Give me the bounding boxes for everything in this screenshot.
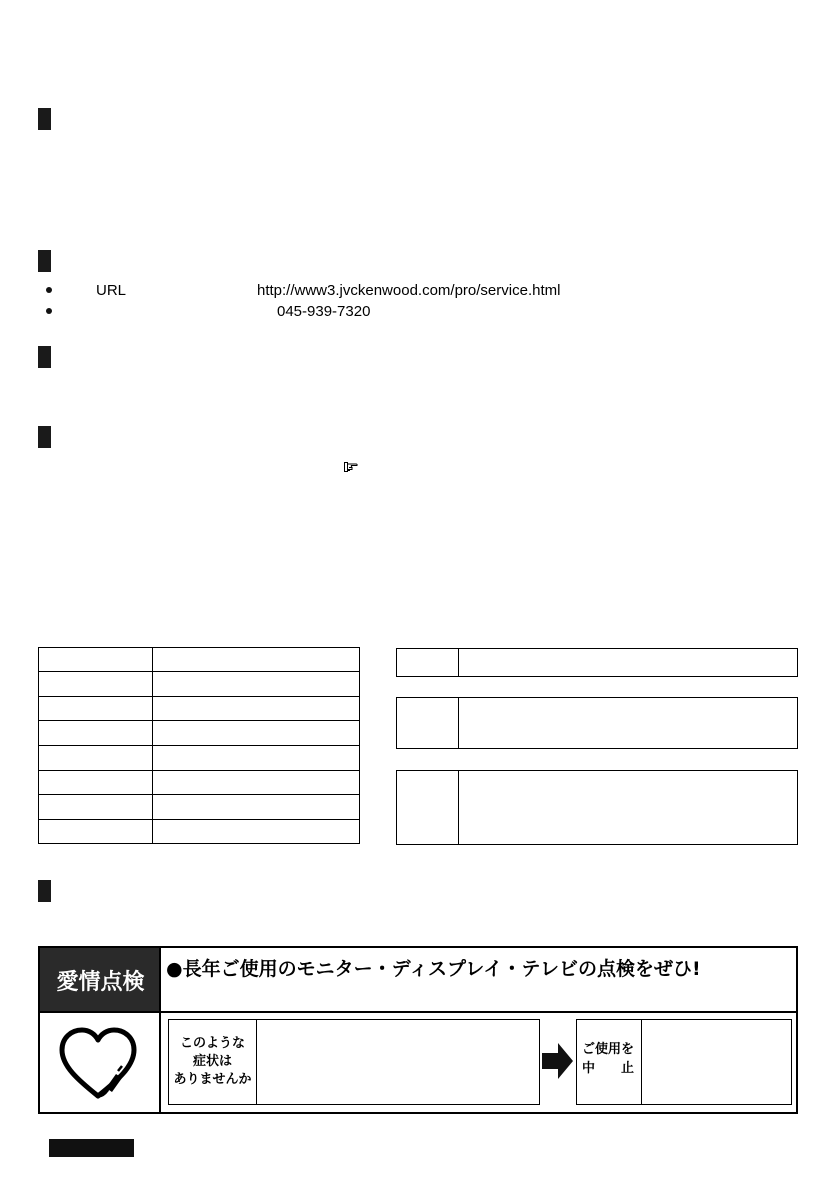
table-cell (152, 771, 359, 795)
table-cell (39, 721, 153, 746)
footer-bar (49, 1139, 134, 1157)
stop-use-label: ご使用を 中 止 (576, 1019, 642, 1105)
right-arrow-icon (542, 1041, 574, 1081)
section-marker-5 (38, 880, 51, 902)
bullet-1 (46, 287, 52, 293)
bullet-2 (46, 308, 52, 314)
table-cell (39, 746, 153, 771)
symptoms-label: このような 症状は ありませんか (168, 1019, 257, 1105)
pointing-hand-icon (344, 462, 358, 472)
table-cell (152, 697, 359, 721)
table-cell (39, 771, 153, 795)
table-cell (39, 820, 153, 844)
info-box-1-label (397, 649, 459, 676)
safety-inspection-notice (38, 946, 798, 1114)
service-phone: 045-939-7320 (277, 303, 371, 320)
notice-divider-horizontal (40, 1011, 796, 1013)
table-cell (39, 648, 153, 672)
table-cell (152, 820, 359, 844)
table-cell (152, 795, 359, 820)
table-cell (39, 672, 153, 697)
section-marker-1 (38, 108, 51, 130)
service-url-link[interactable]: http://www3.jvckenwood.com/pro/service.html (257, 282, 561, 299)
table-cell (152, 746, 359, 771)
table-cell (152, 672, 359, 697)
info-box-3-label (397, 771, 459, 844)
table-cell (152, 721, 359, 746)
section-marker-3 (38, 346, 51, 368)
info-box-1 (396, 648, 798, 677)
table-cell (39, 697, 153, 721)
stop-use-content (642, 1019, 792, 1105)
table-cell (152, 648, 359, 672)
spec-table (38, 647, 360, 844)
table-cell (39, 795, 153, 820)
notice-headline: ●長年ご使用のモニター・ディスプレイ・テレビの点検をぜひ! (166, 958, 701, 980)
info-box-2-label (397, 698, 459, 748)
section-marker-4 (38, 426, 51, 448)
symptoms-content (256, 1019, 540, 1105)
notice-divider-vertical (159, 948, 161, 1112)
info-box-3 (396, 770, 798, 845)
section-marker-2 (38, 250, 51, 272)
notice-title: 愛情点検 (40, 948, 161, 1012)
info-box-2 (396, 697, 798, 749)
heart-plug-icon (56, 1026, 140, 1104)
url-label: URL (96, 282, 127, 299)
